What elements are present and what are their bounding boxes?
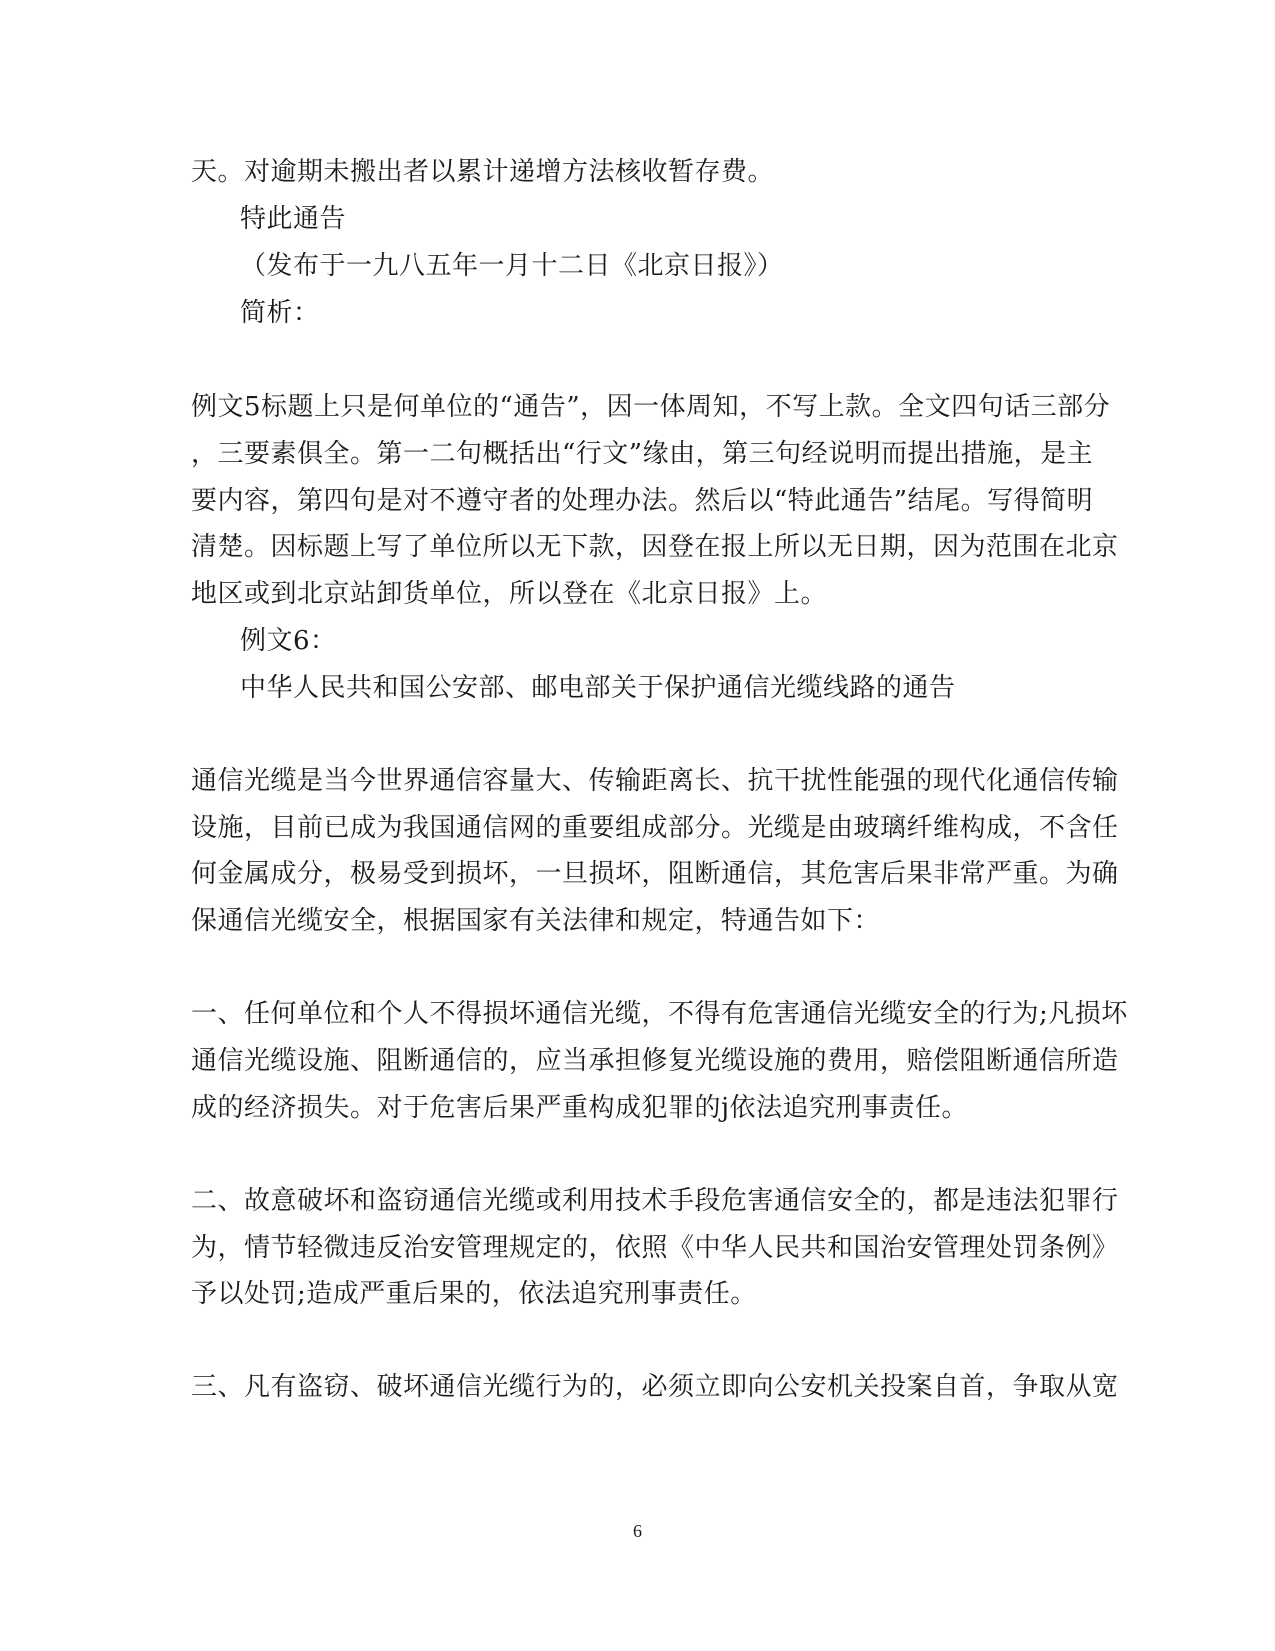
text-line-15: 保通信光缆安全，根据国家有关法律和规定，特通告如下： <box>191 906 881 936</box>
text-line-12: 通信光缆是当今世界通信容量大、传输距离长、抗干扰性能强的现代化通信传输 <box>191 766 1119 796</box>
text-line-1: 天。对逾期未搬出者以累计递增方法核收暂存费。 <box>191 157 775 187</box>
text-line-17: 通信光缆设施、阻断通信的，应当承担修复光缆设施的费用，赔偿阻断通信所造 <box>191 1046 1119 1076</box>
text-line-21: 予以处罚;造成严重后果的，依法追究刑事责任。 <box>191 1279 757 1309</box>
text-line-22: 三、凡有盗窃、破坏通信光缆行为的，必须立即向公安机关投案自首，争取从宽 <box>191 1372 1119 1402</box>
text-line-2: 特此通告 <box>240 204 347 234</box>
text-line-16: 一、任何单位和个人不得损坏通信光缆，不得有危害通信光缆安全的行为;凡损坏 <box>191 999 1128 1029</box>
text-line-20: 为，情节轻微违反治安管理规定的，依照《中华人民共和国治安管理处罚条例》 <box>191 1233 1119 1263</box>
text-line-9: 地区或到北京站卸货单位，所以登在《北京日报》上。 <box>191 579 828 609</box>
text-line-10: 例文6： <box>240 626 337 656</box>
text-line-6: ，三要素俱全。第一二句概括出“行文”缘由，第三句经说明而提出措施，是主 <box>191 439 1094 469</box>
text-line-18: 成的经济损失。对于危害后果严重构成犯罪的j依法追究刑事责任。 <box>191 1093 969 1123</box>
text-line-3: （发布于一九八五年一月十二日《北京日报》） <box>240 251 784 281</box>
text-line-19: 二、故意破坏和盗窃通信光缆或利用技术手段危害通信安全的，都是违法犯罪行 <box>191 1186 1119 1216</box>
text-line-8: 清楚。因标题上写了单位所以无下款，因登在报上所以无日期，因为范围在北京 <box>191 532 1119 562</box>
text-line-7: 要内容，第四句是对不遵守者的处理办法。然后以“特此通告”结尾。写得简明 <box>191 486 1094 516</box>
page-number: 6 <box>633 1521 642 1541</box>
text-line-5: 例文5标题上只是何单位的“通告”，因一体周知，不写上款。全文四句话三部分 <box>191 392 1111 422</box>
text-line-13: 设施，目前已成为我国通信网的重要组成部分。光缆是由玻璃纤维构成，不含任 <box>191 813 1119 843</box>
text-line-4: 简析： <box>240 298 320 328</box>
text-line-11: 中华人民共和国公安部、邮电部关于保护通信光缆线路的通告 <box>240 673 956 703</box>
text-line-14: 何金属成分，极易受到损坏，一旦损坏，阻断通信，其危害后果非常严重。为确 <box>191 859 1119 889</box>
